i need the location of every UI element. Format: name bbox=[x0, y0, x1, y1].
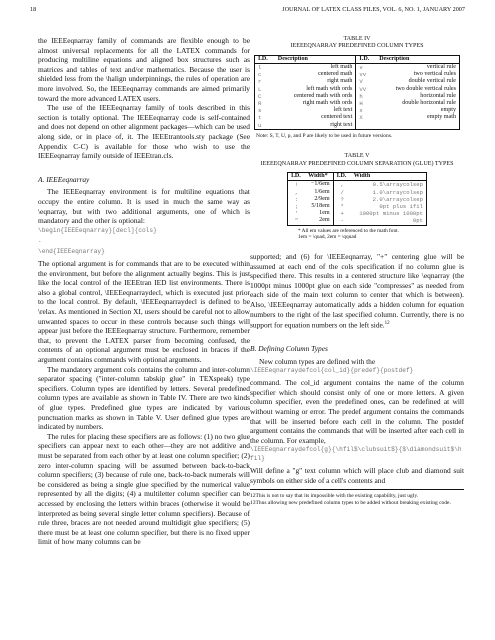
table4-cell: right text bbox=[275, 122, 356, 130]
code-begin: \begin{IEEEeqnarray}[decl]{cols} bbox=[38, 226, 157, 234]
table5-row bbox=[288, 196, 427, 203]
table4-cell: X bbox=[359, 114, 363, 122]
table5-note-line2: 1em = \quad, 2em = \qquad bbox=[298, 233, 357, 240]
table5-cell: " bbox=[288, 217, 306, 225]
table4-cell: double vertical rule bbox=[376, 78, 459, 85]
table4-row bbox=[255, 114, 460, 121]
table4-column-types bbox=[254, 55, 460, 130]
table4-row bbox=[255, 93, 460, 100]
table4-row bbox=[255, 107, 460, 114]
table5-cell: 1000pt minus 1000pt bbox=[351, 210, 427, 217]
intro-paragraph: the IEEEeqnarray family of commands are flexible enough to be almost universal replacements for all the LATEX commands for producing multiline equations and aligned box structures such as matrices and tables of text and/or mathematics. Because the user is shielded less from the \halign underpinnings, the rules of operation are more involved. So, the IEEEeqnarray commands are aimed primarily toward the more advanced LATEX users. bbox=[38, 36, 250, 103]
table5-row bbox=[288, 210, 427, 217]
table5-cell: 0pt bbox=[351, 217, 427, 225]
table4-number: TABLE IV bbox=[343, 36, 371, 42]
table4-cell: left math with ords bbox=[275, 86, 356, 93]
table4-cell: empty bbox=[376, 107, 459, 114]
optional-argument-paragraph: The optional argument is for commands that are to be executed within the environment, but before the alignment actually begins. This is just like the local control of the IEEEtran IED list environments. There is also a global control, \IEEEeqnarraydecl, which is executed just prior to the local control. By default, \IEEEeqnarraydecl is defined to be \relax. As mentioned in Section XI, users should be careful not to allow unwanted spaces to occur in these controls because such things will appear just before the IEEEeqnarray structure. Furthermore, remember that, to prevent the LATEX parser from becoming confused, the contents of an optional argument must be enclosed in braces if the argument contains commands with optional arguments. bbox=[38, 259, 250, 365]
table5-cell: : bbox=[288, 196, 306, 203]
table4-cell: h bbox=[359, 92, 363, 100]
table5-cell: 1em bbox=[305, 210, 333, 217]
table4-cell: centered text bbox=[275, 114, 356, 121]
table5-glue-types bbox=[287, 172, 427, 225]
table5-row bbox=[288, 181, 427, 189]
table4-row bbox=[255, 86, 460, 93]
footnotes bbox=[250, 489, 464, 506]
col-id-paragraph: command. The col_id argument contains the name of the column specifier which should consist only of one or more letters. A given column specifier, even the predefined ones, can be redefined at will without warning or error. The predef argument contains the commands that will be inserted before each cell in the column. The postdef argument contains the commands that will be inserted after each cell in the column. For example, bbox=[250, 378, 464, 445]
table4-cell: H bbox=[359, 100, 363, 108]
table4-row bbox=[255, 64, 460, 72]
table5-header: Width bbox=[351, 173, 427, 181]
table5-cell: , bbox=[288, 189, 306, 196]
table4-cell: VV bbox=[359, 85, 367, 93]
right-column bbox=[250, 36, 464, 506]
table5-cell: 2/9em bbox=[305, 196, 333, 203]
table5-cell: * bbox=[340, 203, 344, 211]
table5-row bbox=[288, 217, 427, 225]
table4-cell: V bbox=[359, 78, 363, 86]
supported-paragraph bbox=[250, 252, 464, 330]
rules-paragraph: The rules for placing these specifiers are as follows: (1) no two glue specifiers can appear next to each other—they are not additive and must be separated from each other by at least one column specifier; (2) zero inter-column spacing will be assumed between back-to-back column specifiers; (3) because of rule one, back-to-back numerals will be considered as being a single glue specified by the numerical value represented by all the digits; (4) a multiletter column specifier can be accessed by enclosing the letters within braces (otherwise it would be interpreted as being several single letter column specifiers). Because of rule three, braces are not needed around multidigit glue specifiers; (5) there must be at least one column specifier, but there is no fixed upper limit of how many columns can be bbox=[38, 431, 250, 547]
table4-cell bbox=[376, 122, 459, 130]
table4-cell: right math bbox=[275, 78, 356, 85]
table4-cell: horizontal rule bbox=[376, 93, 459, 100]
table5-cell: 0pt plus 1fil bbox=[351, 203, 427, 210]
code-dot: . bbox=[38, 237, 42, 245]
table4-cell: l bbox=[255, 64, 275, 72]
table5-cell: 2.0\arraycolsep bbox=[351, 196, 427, 203]
table4-caption bbox=[250, 36, 464, 51]
footnote-ref-12: 12 bbox=[384, 321, 390, 327]
table5-header: I.D. bbox=[333, 173, 351, 181]
left-column bbox=[38, 36, 250, 547]
table4-header: I.D. bbox=[255, 55, 275, 63]
table4-cell: R bbox=[255, 100, 275, 107]
table4-cell: u bbox=[255, 122, 275, 130]
table4-cell: t bbox=[255, 114, 275, 121]
table5-row bbox=[288, 189, 427, 196]
table4-header: I.D. bbox=[356, 55, 376, 63]
table5-cell: / bbox=[340, 188, 344, 196]
table5-cell: 1/6em bbox=[305, 189, 333, 196]
mandatory-argument-paragraph: The mandatory argument cols contains the column and inter-column separator spacing ("inter-column tabskip glue" in TEXspeak) type specifiers. Column types are identified by letters. Several predefined column types are available as shown in Table IV. There are two kinds of glue types. Predefined glue types are indicated by various punctuation marks as shown in Table V. User defined glue types are indicated by numbers. bbox=[38, 364, 250, 432]
define-intro-paragraph: New column types are defined with the bbox=[259, 356, 376, 366]
table5-cell: ' bbox=[288, 210, 306, 217]
table4-cell: centered math bbox=[275, 71, 356, 78]
table5-header: I.D. bbox=[288, 173, 306, 181]
table4-cell: r bbox=[255, 78, 275, 85]
example-paragraph: Will define a "g" text column which will place club and diamond suit symbols on either side of a cell's contents and bbox=[250, 466, 464, 485]
code-defcol: \IEEEeqnarraydefcol{col_id}{predef}{postdef} bbox=[250, 367, 414, 375]
table5-cell: −1/6em bbox=[305, 181, 333, 189]
code-end: \end{IEEEeqnarray} bbox=[38, 248, 105, 256]
table4-note: Note: S, T, U, p, and P are likely to be used in future versions. bbox=[256, 132, 393, 139]
section-heading-defining-columns: B. Defining Column Types bbox=[250, 344, 328, 354]
table5-cell: 5/18em bbox=[305, 203, 333, 210]
page-number: 18 bbox=[30, 6, 37, 13]
table4-row bbox=[255, 78, 460, 85]
table4-cell: C bbox=[255, 93, 275, 100]
table4-cell: L bbox=[255, 86, 275, 93]
table4-cell: centered math with ords bbox=[275, 93, 356, 100]
running-header bbox=[30, 6, 465, 18]
table4-cell: x bbox=[359, 107, 363, 115]
table5-cell: , bbox=[340, 181, 344, 189]
table4-cell: v bbox=[359, 64, 363, 72]
table4-header: Description bbox=[376, 55, 459, 63]
table4-cell: s bbox=[255, 107, 275, 114]
table5-cell: - bbox=[333, 217, 351, 225]
code-example: \IEEEeqnarraydefcol{g}{\hfil$\clubsuit$}{$\diamondsuit$\hfil} bbox=[250, 446, 462, 463]
table5-note-line1: * All em values are referenced to the math font. bbox=[298, 227, 399, 234]
table5-cell: + bbox=[340, 210, 344, 218]
table4-cell: double horizontal rule bbox=[376, 100, 459, 107]
footnote-12: 12This is not to say that its impossible with the existing capability, just ugly. bbox=[250, 493, 419, 500]
table5-cell: ; bbox=[288, 203, 306, 210]
optional-paragraph: The use of the IEEEeqnarray family of tools described in this section is totally optional. The IEEEeqnarray code is self-contained and does not depend on other alignment packages—which can be used along side, or in place of, it. The IEEEtrantools.sty package (See Appendix C-C) is available for those who wish to use the IEEEeqnarray family outside of IEEEtran.cls. bbox=[38, 103, 250, 161]
table5-cell: 0.5\arraycolsep bbox=[351, 181, 427, 189]
table5-title: IEEEEQNARRAY PREDEFINED COLUMN SEPARATION (GLUE) TYPES bbox=[260, 160, 454, 167]
table5-row bbox=[288, 203, 427, 210]
table5-note bbox=[298, 228, 464, 240]
table4-row bbox=[255, 100, 460, 107]
table4-row bbox=[255, 71, 460, 78]
table5-cell: 1.0\arraycolsep bbox=[351, 189, 427, 196]
table4-cell: two double vertical rules bbox=[376, 86, 459, 93]
table5-cell: 2em bbox=[305, 217, 333, 225]
table4-cell: empty math bbox=[376, 114, 459, 121]
table5-cell: ! bbox=[288, 181, 306, 189]
table4-cell: vertical rule bbox=[376, 64, 459, 72]
supported-text: supported; and (6) for \IEEEeqnarray, "+" centering glue will be assumed at each end of the cols specification if no column glue is specified there. This results in a centered structure like \eqnarray (the 1000pt minus 1000pt glue on each side "compresses" as needed from each side of the main text column to center that which is between). Also, \IEEEeqnarray automatically adds a hidden column for equation numbers to the right of the last specified column. Currently, there is no support for equation numbers on the left side. bbox=[250, 252, 464, 330]
table4-row bbox=[255, 122, 460, 130]
environment-paragraph: The IEEEeqnarray environment is for multiline equations that occupy the entire column. It is used in much the same way as \eqnarray, but with two additional arguments, one of which is mandatory and the other is optional: bbox=[38, 187, 250, 226]
table4-header: Description bbox=[275, 55, 356, 63]
section-heading-ieeeeqnarray: A. IEEEeqnarray bbox=[38, 174, 90, 184]
table5-number: TABLE V bbox=[344, 153, 370, 160]
table4-cell: two vertical rules bbox=[376, 71, 459, 78]
footnote-13: 13Thus allowing new predefined column types to be added without breaking existing code. bbox=[250, 499, 451, 506]
table4-cell bbox=[356, 122, 376, 130]
table5-header: Width* bbox=[305, 173, 333, 181]
journal-title: JOURNAL OF LATEX CLASS FILES, VOL. 6, NO. 1, JANUARY 2007 bbox=[282, 6, 465, 13]
table4-cell: left text bbox=[275, 107, 356, 114]
table4-cell: left math bbox=[275, 64, 356, 72]
table4-title: IEEEEQNARRAY PREDEFINED COLUMN TYPES bbox=[290, 43, 424, 50]
table4-cell: c bbox=[255, 71, 275, 78]
table4-cell: right math with ords bbox=[275, 100, 356, 107]
table5-caption bbox=[250, 153, 464, 168]
table5-cell: ? bbox=[340, 195, 344, 203]
table4-cell: vv bbox=[359, 71, 367, 79]
